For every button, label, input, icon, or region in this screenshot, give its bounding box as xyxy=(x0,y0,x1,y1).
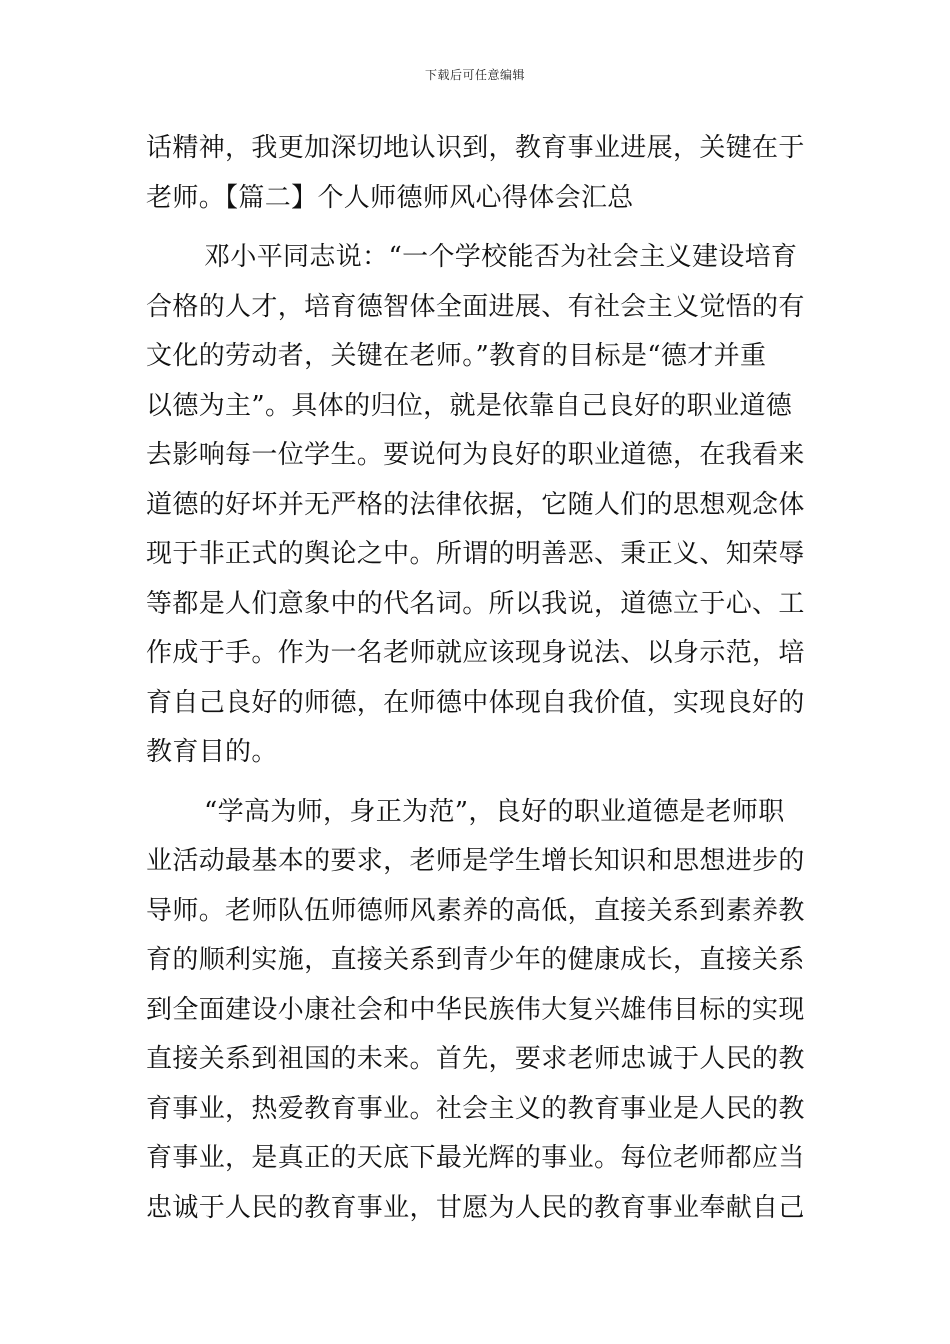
text-line: 等都是人们意象中的代名词。所以我说，道德立于心、工 xyxy=(146,588,805,619)
text-line: 到全面建设小康社会和中华民族伟大复兴雄伟目标的实现 xyxy=(146,994,805,1025)
text-line: 业活动最基本的要求，老师是学生增长知识和思想进步的 xyxy=(146,846,805,876)
text-line: 邓小平同志说：“一个学校能否为社会主义建设培育 xyxy=(204,242,798,272)
text-line: 以德为主”。具体的归位，就是依靠自己良好的职业道德 xyxy=(146,390,793,421)
paragraph xyxy=(146,788,806,1234)
paragraph xyxy=(146,233,806,778)
text-line: 直接关系到祖国的未来。首先，要求老师忠诚于人民的教 xyxy=(146,1044,805,1074)
text-line: 话精神，我更加深切地认识到，教育事业进展，关键在于 xyxy=(146,133,805,163)
page-header-note: 下载后可任意编辑 xyxy=(424,68,525,82)
document-body xyxy=(146,124,806,1233)
text-line: 合格的人才，培育德智体全面进展、有社会主义觉悟的有 xyxy=(146,291,805,322)
text-line: 育自己良好的师德，在师德中体现自我价值，实现良好的 xyxy=(146,687,805,718)
text-line: 育事业，是真正的天底下最光辉的事业。每位老师都应当 xyxy=(146,1143,805,1173)
text-line: 去影响每一位学生。要说何为良好的职业道德，在我看来 xyxy=(146,440,805,470)
text-line: 作成于手。作为一名老师就应该现身说法、以身示范，培 xyxy=(146,638,805,668)
text-line: 教育目的。 xyxy=(146,737,278,767)
paragraph xyxy=(146,124,806,223)
text-line: 文化的劳动者，关键在老师。”教育的目标是“德才并重 xyxy=(146,341,767,371)
text-line: 导师。老师队伍师德师风素养的高低，直接关系到素养教 xyxy=(146,895,805,926)
text-line: 道德的好坏并无严格的法律依据，它随人们的思想观念体 xyxy=(146,489,805,520)
text-line: 忠诚于人民的教育事业，甘愿为人民的教育事业奉献自己 xyxy=(146,1192,805,1223)
text-line: 老师。【篇二】个人师德师风心得体会汇总 xyxy=(146,182,634,213)
text-line: 现于非正式的舆论之中。所谓的明善恶、秉正义、知荣辱 xyxy=(146,539,805,569)
text-line: 育事业，热爱教育事业。社会主义的教育事业是人民的教 xyxy=(146,1093,805,1124)
text-line: 育的顺利实施，直接关系到青少年的健康成长，直接关系 xyxy=(146,945,805,975)
text-line: “学高为师，身正为范”，良好的职业道德是老师职 xyxy=(204,796,785,827)
